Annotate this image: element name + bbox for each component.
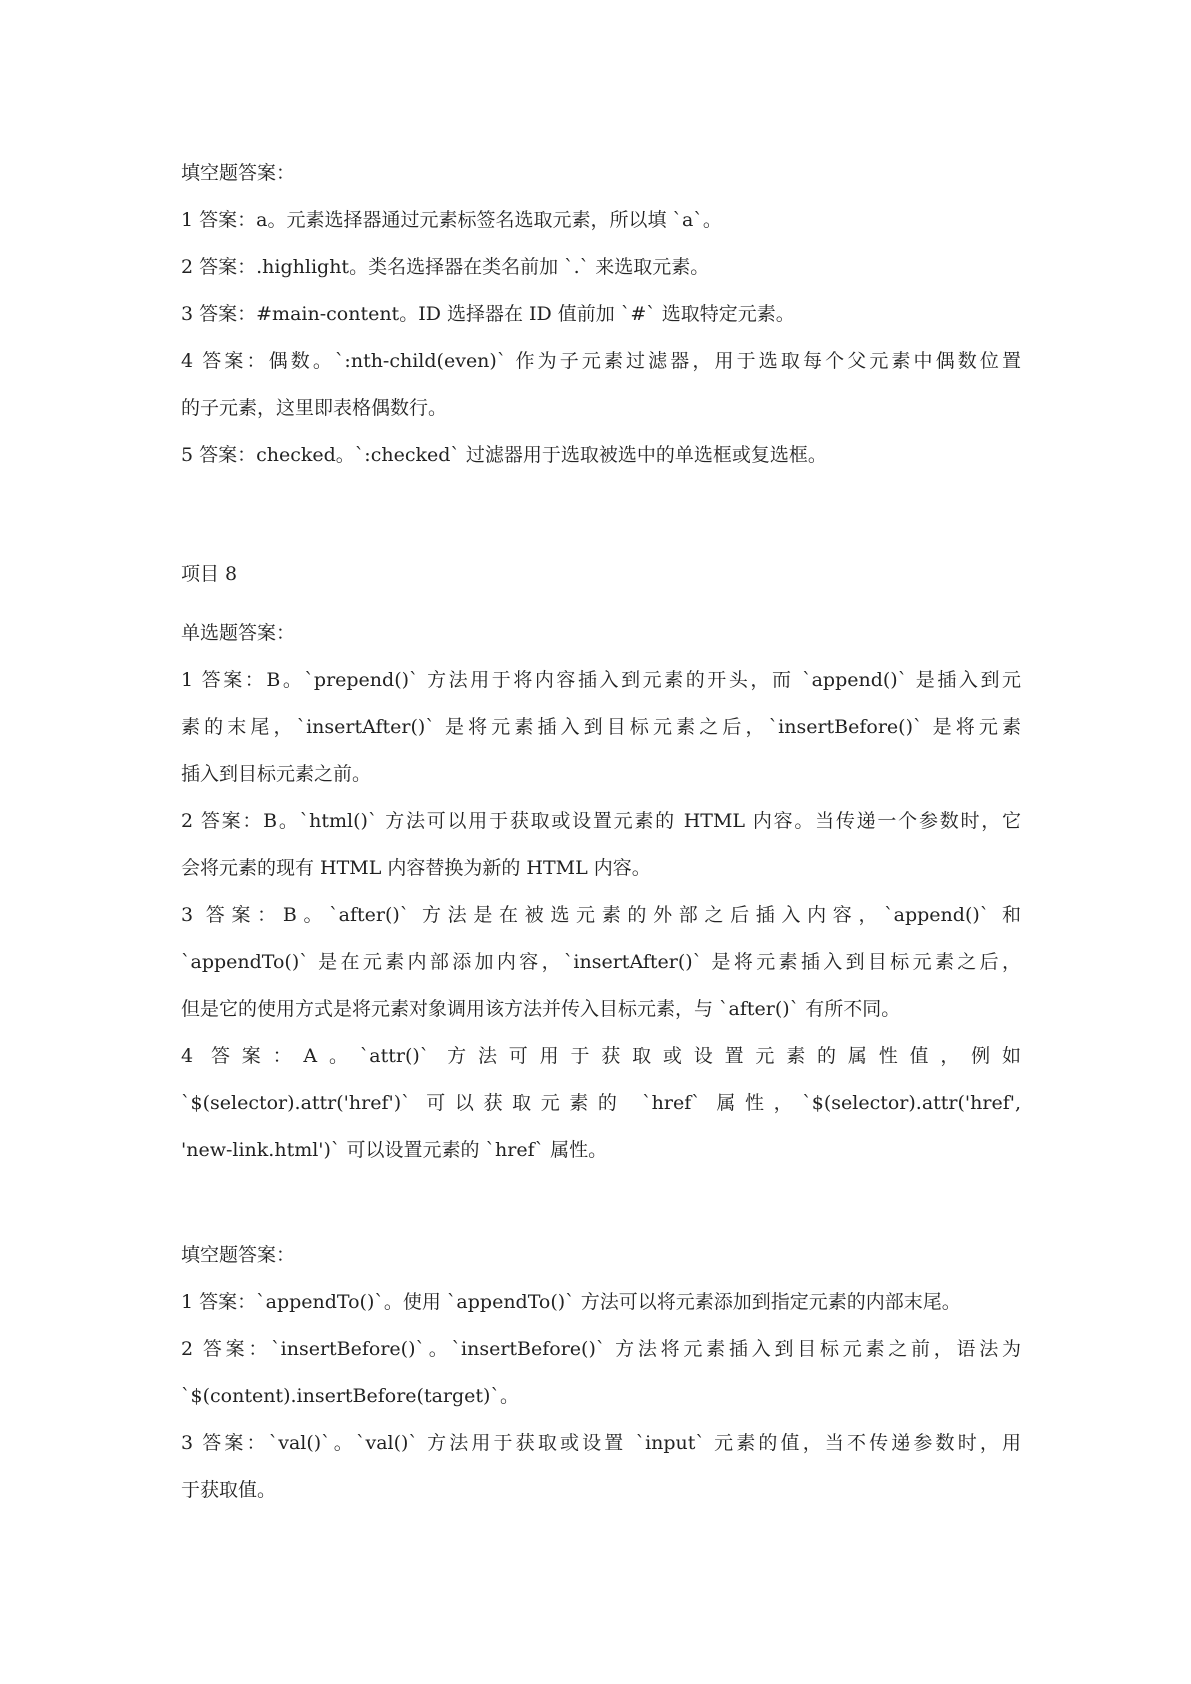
answer-line: 素的末尾，`insertAfter()` 是将元素插入到目标元素之后，`insertBefore()` 是将元素 bbox=[181, 716, 1021, 738]
answer-line: `$(selector).attr('href')` 可以获取元素的 `href` 属性，`$(selector).attr('href', bbox=[181, 1092, 1021, 1114]
answer-line: 1 答案：B。`prepend()` 方法用于将内容插入到元素的开头，而 `append()` 是插入到元 bbox=[181, 669, 1021, 691]
answer-line: 5 答案：checked。`:checked` 过滤器用于选取被选中的单选框或复选框。 bbox=[181, 444, 827, 466]
project-title: 项目 8 bbox=[181, 563, 238, 585]
spacer bbox=[181, 1174, 1021, 1232]
answer-line: 2 答案：`insertBefore()`。`insertBefore()` 方法将元素插入到目标元素之前，语法为 bbox=[181, 1338, 1021, 1360]
answer-line: 1 答案：`appendTo()`。使用 `appendTo()` 方法可以将元素添加到指定元素的内部末尾。 bbox=[181, 1291, 961, 1313]
answer-line: 的子元素，这里即表格偶数行。 bbox=[181, 397, 448, 419]
answer-line: 2 答案：B。`html()` 方法可以用于获取或设置元素的 HTML 内容。当传递一个参数时，它 bbox=[181, 810, 1021, 832]
section-heading-fill-blank: 填空题答案： bbox=[181, 1244, 296, 1266]
answer-line: 3 答案：`val()`。`val()` 方法用于获取或设置 `input` 元素的值，当不传递参数时，用 bbox=[181, 1432, 1021, 1454]
answer-line: 插入到目标元素之前。 bbox=[181, 763, 372, 785]
section-heading-single-choice: 单选题答案： bbox=[181, 622, 296, 644]
answer-line: `$(content).insertBefore(target)`。 bbox=[181, 1385, 519, 1407]
answer-line: 'new-link.html')` 可以设置元素的 `href` 属性。 bbox=[181, 1139, 608, 1161]
answer-line: 1 答案：a。元素选择器通过元素标签名选取元素，所以填 `a`。 bbox=[181, 209, 722, 231]
section-heading-fill-blank: 填空题答案： bbox=[181, 162, 296, 184]
answer-line: 但是它的使用方式是将元素对象调用该方法并传入目标元素，与 `after()` 有所不同。 bbox=[181, 998, 901, 1020]
answer-line: 会将元素的现有 HTML 内容替换为新的 HTML 内容。 bbox=[181, 857, 651, 879]
answer-line: `appendTo()` 是在元素内部添加内容，`insertAfter()` 是将元素插入到目标元素之后， bbox=[181, 951, 1021, 973]
spacer bbox=[181, 479, 1021, 551]
answer-line: 3 答案：#main-content。ID 选择器在 ID 值前加 `#` 选取特定元素。 bbox=[181, 303, 795, 325]
answer-line: 2 答案：.highlight。类名选择器在类名前加 `.` 来选取元素。 bbox=[181, 256, 710, 278]
answer-line: 4 答案：偶数。`:nth-child(even)` 作为子元素过滤器，用于选取每个父元素中偶数位置 bbox=[181, 350, 1021, 372]
answer-line: 3 答案：B。`after()` 方法是在被选元素的外部之后插入内容，`append()` 和 bbox=[181, 904, 1021, 926]
spacer bbox=[181, 598, 1021, 610]
answer-line: 4 答案：A。`attr()` 方法可用于获取或设置元素的属性值，例如 bbox=[181, 1045, 1021, 1067]
answer-line: 于获取值。 bbox=[181, 1479, 277, 1501]
document-content bbox=[181, 150, 1021, 1514]
